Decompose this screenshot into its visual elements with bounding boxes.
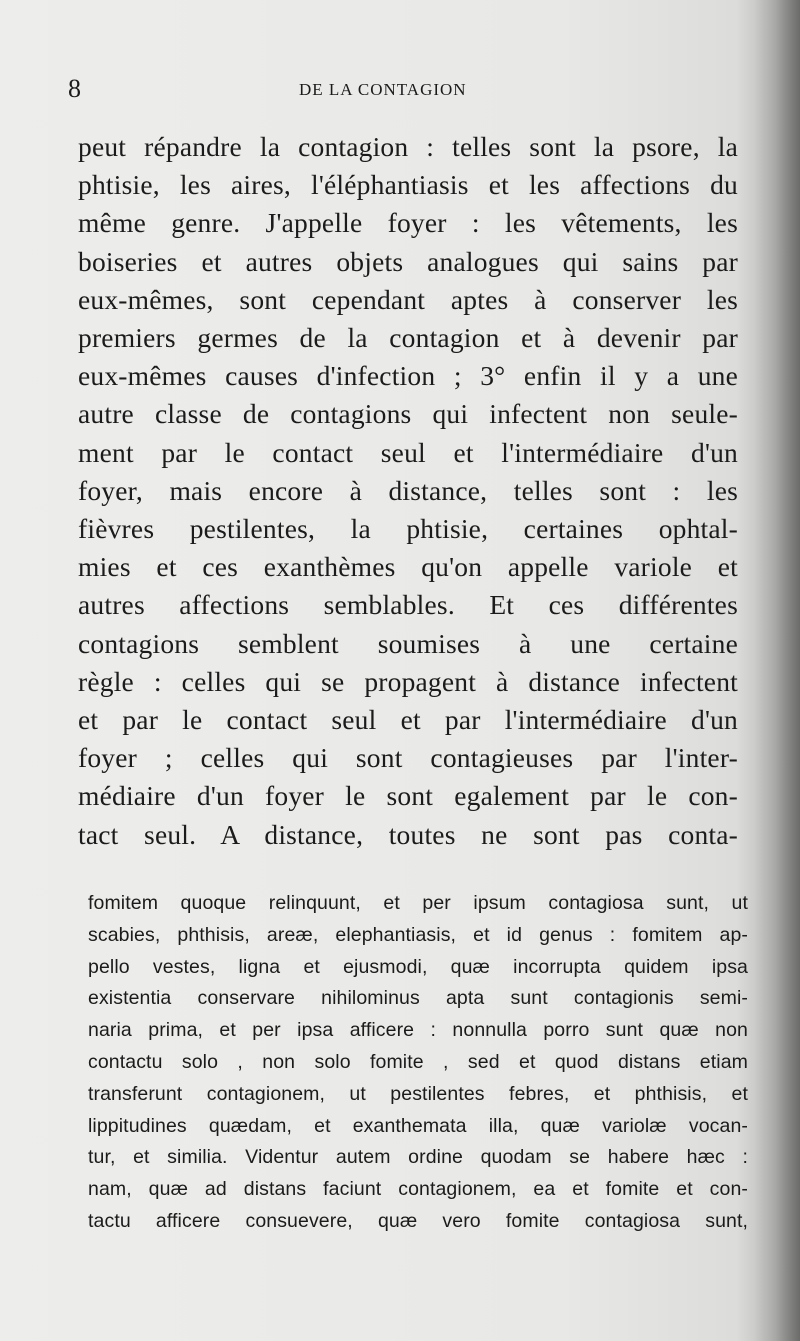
footnote-line: existentia conservare nihilominus apta sunt contagionis semi-: [88, 987, 748, 1010]
main-text-line: fièvres pestilentes, la phtisie, certaines ophtal-: [78, 513, 738, 545]
page-edge-shadow: [754, 0, 800, 1341]
main-text-line: premiers germes de la contagion et à devenir par: [78, 322, 738, 354]
footnote-line: fomitem quoque relinquunt, et per ipsum contagiosa sunt, ut: [88, 892, 748, 914]
main-text-block: [78, 128, 738, 854]
footnote-line: lippitudines quædam, et exanthemata illa, quæ variolæ vocan-: [88, 1114, 748, 1137]
footnote-line: naria prima, et per ipsa afficere : nonnulla porro sunt quæ non: [88, 1019, 748, 1042]
main-text-line: phtisie, les aires, l'éléphantiasis et les affections du: [78, 169, 738, 201]
main-text-line: autre classe de contagions qui infectent non seule-: [78, 398, 738, 430]
main-text-line: boiseries et autres objets analogues qui sains par: [78, 245, 738, 277]
main-text-line: foyer ; celles qui sont contagieuses par l'inter-: [78, 742, 738, 774]
main-text-line: foyer, mais encore à distance, telles sont : les: [78, 474, 738, 506]
main-text-line: autres affections semblables. Et ces différentes: [78, 589, 738, 621]
main-text-line: et par le contact seul et par l'intermédiaire d'un: [78, 704, 738, 736]
main-text-line: contagions semblent soumises à une certaine: [78, 627, 738, 659]
latin-footnote-block: [88, 888, 748, 1238]
main-text-line: règle : celles qui se propagent à distance infectent: [78, 665, 738, 697]
footnote-line: tactu afficere consuevere, quæ vero fomite contagiosa sunt,: [88, 1209, 748, 1232]
footnote-line: transferunt contagionem, ut pestilentes febres, et phthisis, et: [88, 1082, 748, 1105]
main-text-line: tact seul. A distance, toutes ne sont pas conta-: [78, 818, 738, 850]
main-text-line: ment par le contact seul et l'intermédiaire d'un: [78, 436, 738, 468]
main-text-line: peut répandre la contagion : telles sont la psore, la: [78, 131, 738, 162]
footnote-line: pello vestes, ligna et ejusmodi, quæ incorrupta quidem ipsa: [88, 955, 748, 978]
main-text-line: eux-mêmes, sont cependant aptes à conserver les: [78, 283, 738, 315]
running-title: DE LA CONTAGION: [299, 80, 467, 99]
footnote-line: nam, quæ ad distans faciunt contagionem, ea et fomite et con-: [88, 1178, 748, 1201]
page-number: 8: [68, 74, 81, 103]
main-text-line: médiaire d'un foyer le sont egalement par le con-: [78, 780, 738, 812]
footnote-line: contactu solo , non solo fomite , sed et quod distans etiam: [88, 1050, 748, 1073]
main-text-line: même genre. J'appelle foyer : les vêtements, les: [78, 207, 738, 239]
page-header: [68, 74, 748, 104]
main-text-line: mies et ces exanthèmes qu'on appelle variole et: [78, 551, 738, 583]
footnote-line: scabies, phthisis, areæ, elephantiasis, et id genus : fomitem ap-: [88, 923, 748, 946]
main-text-line: eux-mêmes causes d'infection ; 3° enfin il y a une: [78, 360, 738, 392]
footnote-line: tur, et similia. Videntur autem ordine quodam se habere hæc :: [88, 1146, 748, 1169]
